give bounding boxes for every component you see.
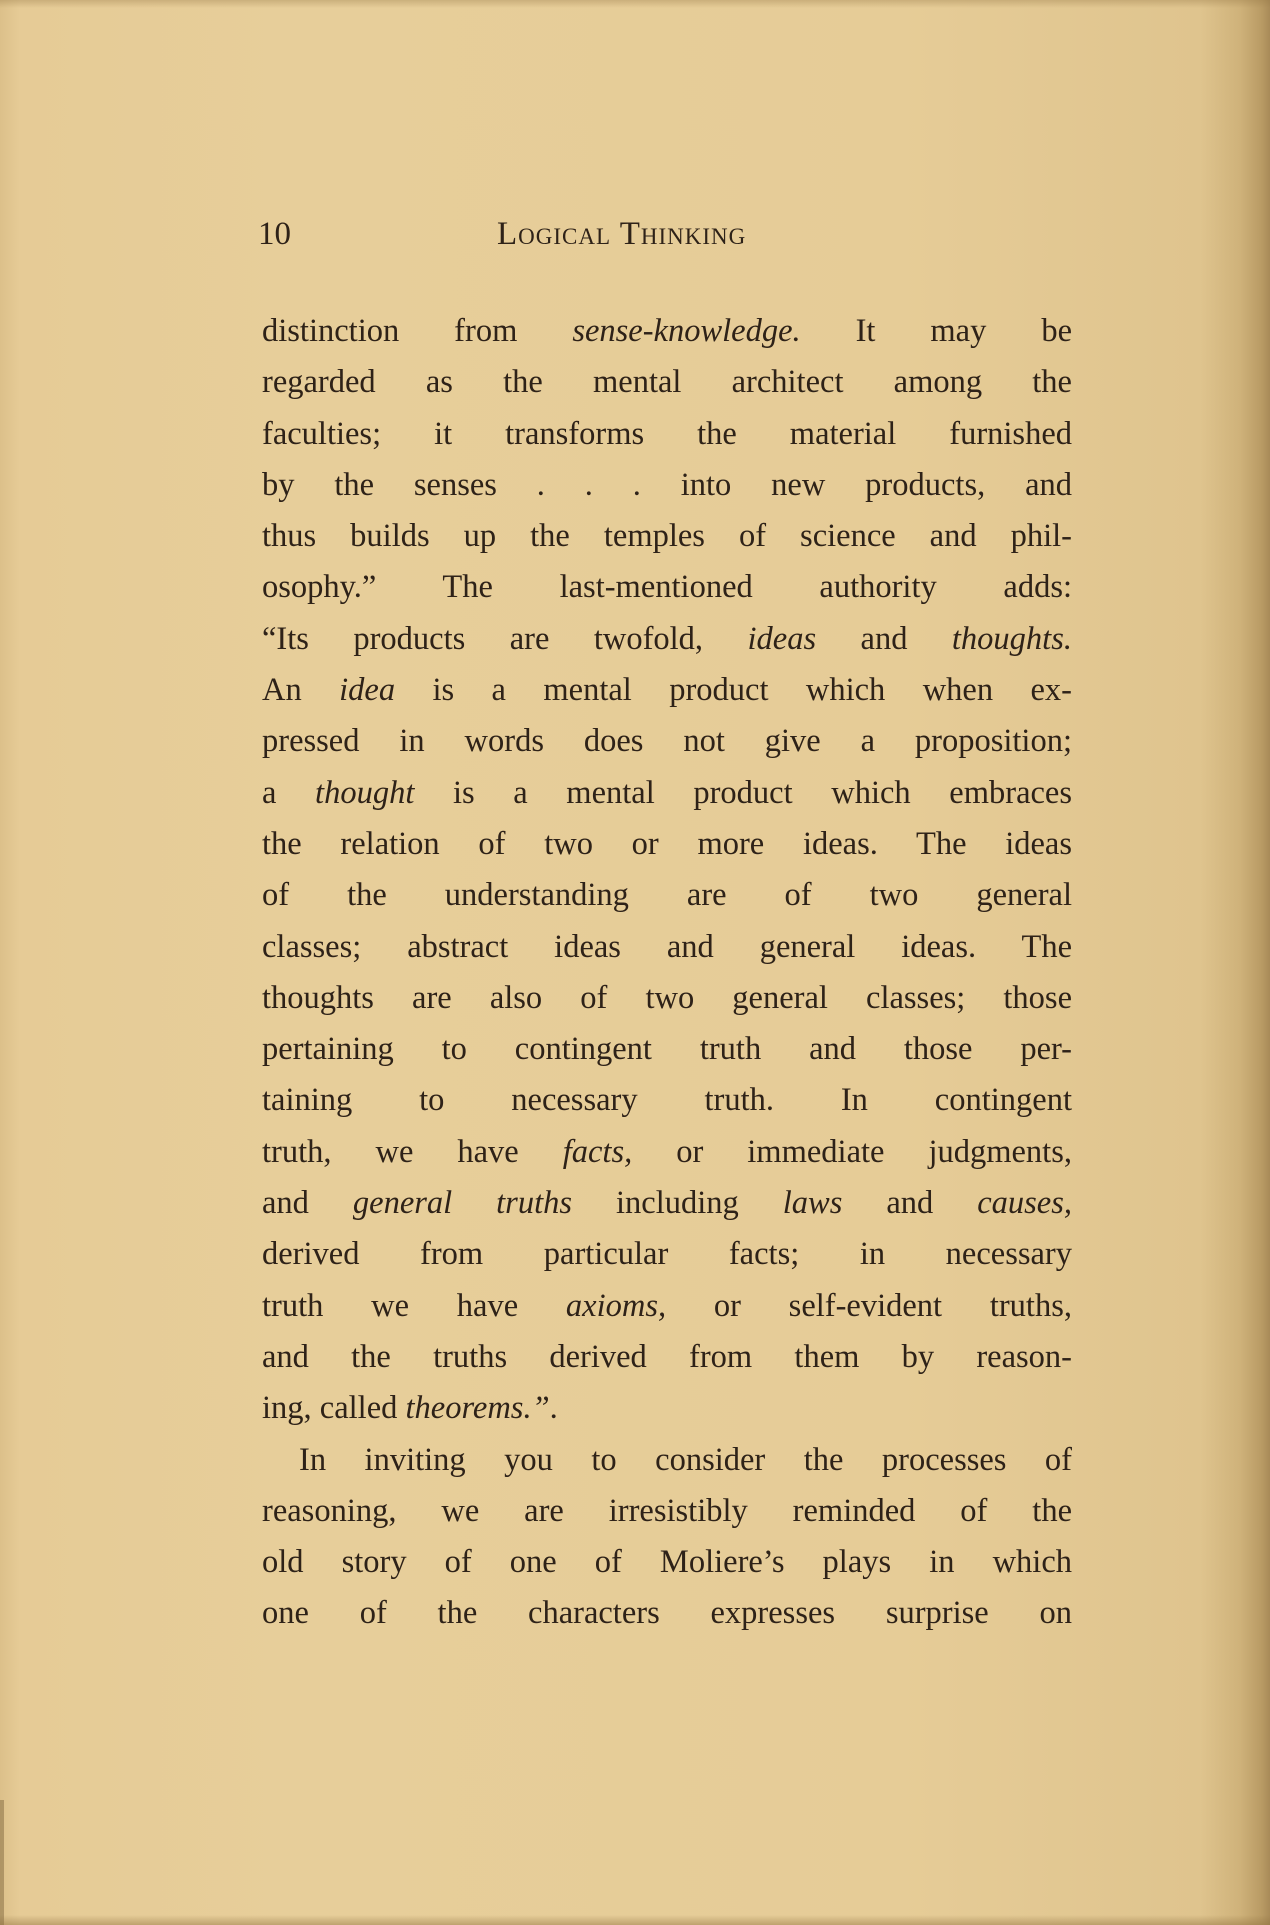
italic-text: thoughts. (951, 620, 1072, 657)
paragraph-first-line (262, 1435, 1072, 1486)
text-run: by the senses . . . into new products, and (262, 466, 1072, 503)
italic-text: laws (782, 1185, 843, 1222)
text-line (262, 1588, 1072, 1639)
text-line (262, 922, 1072, 973)
text-run: a (262, 774, 316, 811)
text-line (262, 1281, 1072, 1332)
text-run: reasoning, we are irresistibly reminded of the (262, 1492, 1072, 1529)
text-run: one of the characters expresses surprise on (262, 1595, 1072, 1632)
text-run: the relation of two or more ideas. The ideas (262, 825, 1072, 862)
text-line (262, 716, 1072, 767)
text-run: thus builds up the temples of science and phil- (262, 518, 1072, 555)
text-run: or self-evident truths, (666, 1287, 1072, 1324)
text-run: is a mental product which embraces (414, 774, 1072, 811)
text-run: and the truths derived from them by reason- (262, 1338, 1072, 1375)
text-run: and (262, 1185, 353, 1222)
page-top-shadow (0, 0, 1270, 8)
page-bottom-shadow (0, 1915, 1270, 1925)
text-run: of the understanding are of two general (262, 877, 1072, 914)
text-run: “Its products are twofold, (262, 620, 748, 657)
text-line (262, 306, 1072, 357)
text-run: classes; abstract ideas and general ideas. The (262, 928, 1072, 965)
text-run: old story of one of Moliere’s plays in which (262, 1544, 1072, 1581)
text-line (262, 1332, 1072, 1383)
italic-text: theorems.” (405, 1390, 550, 1427)
italic-text: idea (339, 672, 396, 709)
text-line (262, 1383, 1072, 1434)
text-run: distinction from (262, 313, 573, 349)
text-run: pertaining to contingent truth and those per- (262, 1031, 1072, 1068)
text-run: truth we have (262, 1287, 566, 1324)
italic-text: ideas (747, 620, 817, 657)
text-line (262, 973, 1072, 1024)
text-run: including (572, 1185, 783, 1222)
text-line (262, 614, 1072, 665)
text-run: is a mental product which when ex- (395, 672, 1072, 709)
running-title: Logical Thinking (497, 216, 747, 252)
text-run: thoughts are also of two general classes; those (262, 979, 1072, 1016)
text-line (262, 409, 1072, 460)
text-line (262, 1178, 1072, 1229)
text-run: taining to necessary truth. In contingent (262, 1082, 1072, 1119)
text-run: and (816, 620, 952, 657)
page-number: 10 (258, 216, 291, 252)
italic-text: sense-knowledge. (572, 313, 801, 349)
text-line (262, 1229, 1072, 1280)
italic-text: axioms, (565, 1287, 667, 1324)
italic-text: causes, (977, 1185, 1072, 1222)
text-line (262, 1024, 1072, 1075)
text-line (262, 1537, 1072, 1588)
text-run: . (549, 1390, 558, 1427)
text-line (262, 819, 1072, 870)
text-run: An (262, 672, 340, 709)
body-text (262, 306, 1072, 1640)
text-line (262, 511, 1072, 562)
text-line (262, 1075, 1072, 1126)
text-run: In inviting you to consider the processes of (299, 1441, 1072, 1478)
italic-text: general truths (352, 1185, 573, 1222)
text-line (262, 357, 1072, 408)
italic-text: facts, (562, 1133, 633, 1170)
page-edge-mark (0, 1800, 4, 1925)
text-run: osophy.” The last-mentioned authority adds: (262, 569, 1072, 606)
running-head (258, 216, 1078, 260)
text-line (262, 1127, 1072, 1178)
text-run: ing, called (262, 1390, 406, 1427)
text-run: It may be (800, 313, 1072, 349)
text-line (262, 1486, 1072, 1537)
text-line (262, 460, 1072, 511)
text-run: faculties; it transforms the material furnished (262, 415, 1072, 452)
text-line (262, 562, 1072, 613)
text-run: or immediate judgments, (632, 1133, 1072, 1170)
text-run: pressed in words does not give a proposition; (262, 723, 1072, 760)
text-run: regarded as the mental architect among the (262, 364, 1072, 401)
text-line (262, 665, 1072, 716)
italic-text: thought (315, 774, 415, 811)
text-run: derived from particular facts; in necessary (262, 1236, 1072, 1273)
text-line (262, 870, 1072, 921)
text-line (262, 768, 1072, 819)
text-run: truth, we have (262, 1133, 563, 1170)
text-run: and (842, 1185, 978, 1222)
